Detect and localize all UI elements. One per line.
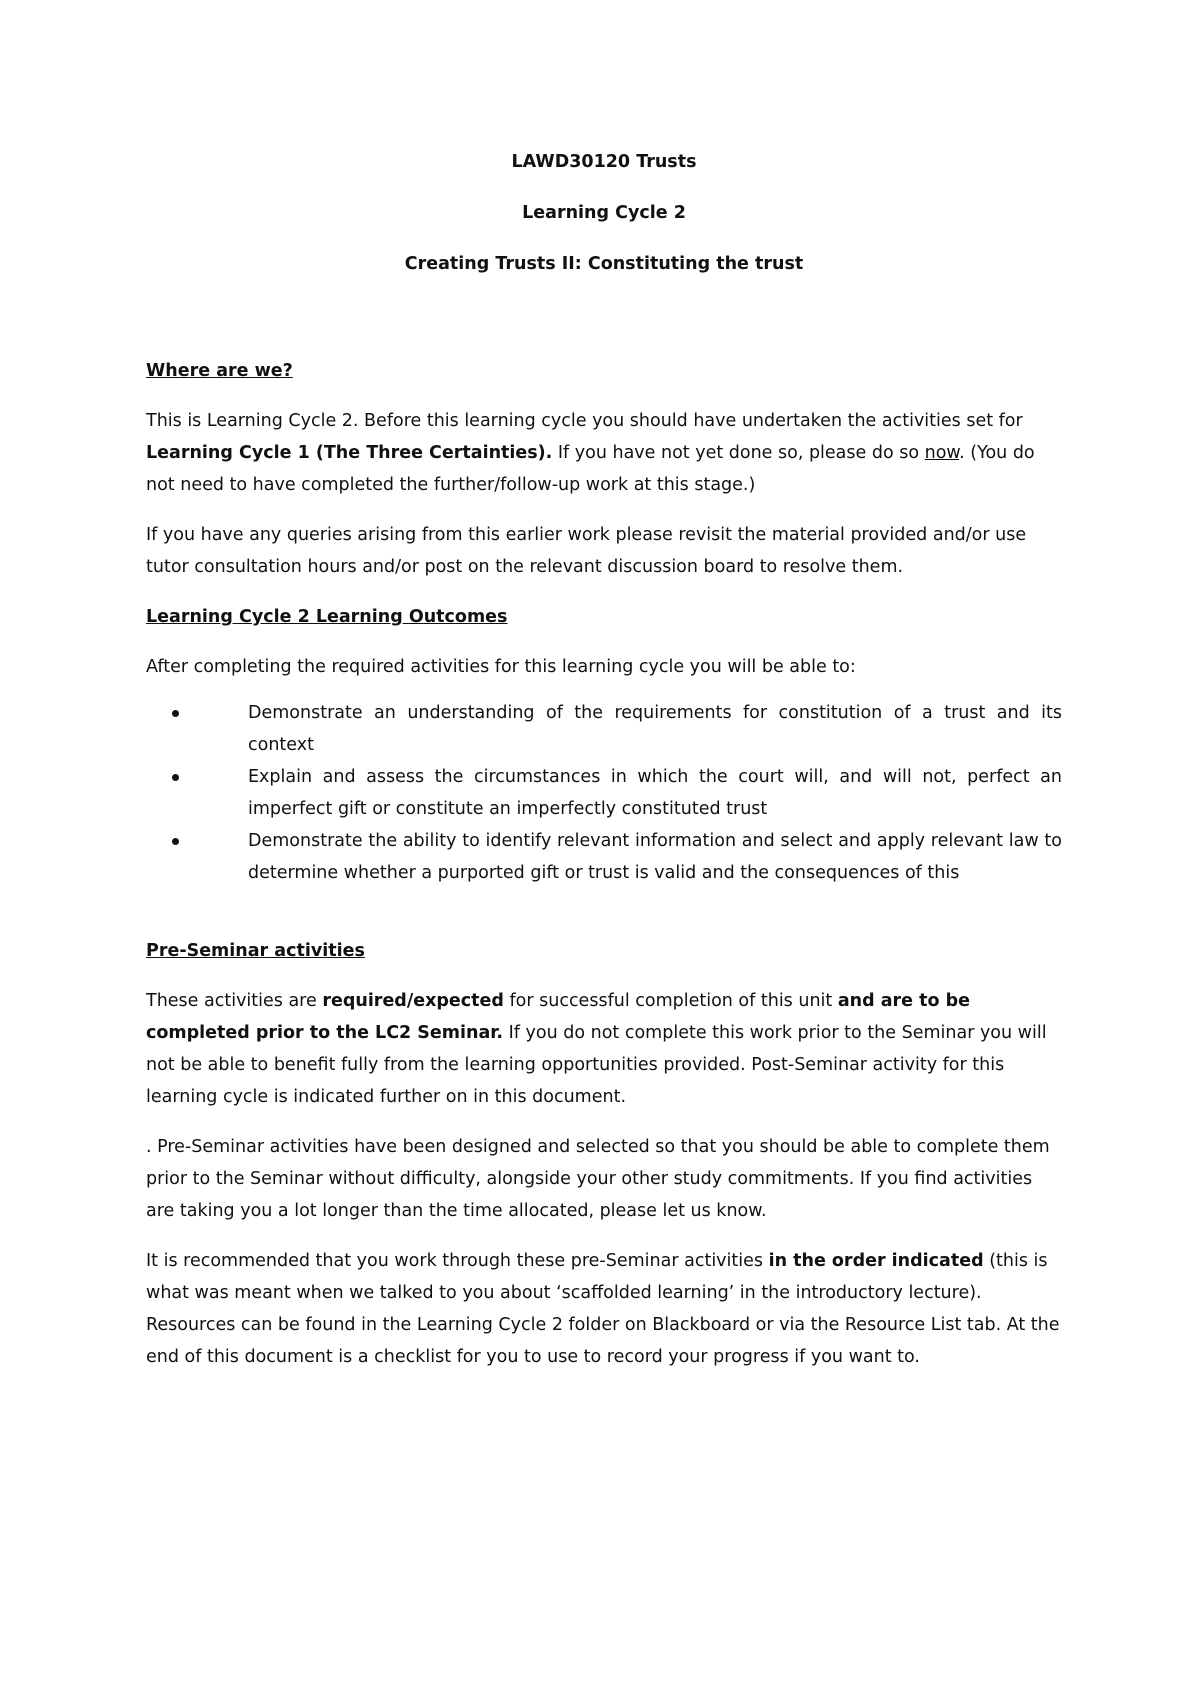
preseminar-p3-text-a: It is recommended that you work through these pre-Seminar activities <box>146 1251 769 1271</box>
preseminar-p3-text-b: (this is what was meant when we talked to you about ‘scaffolded learning’ in the introductory lecture). Resources can be found in the Learning Cycle 2 folder on Blackboard or via the Resource List tab. At the end of this document is a checklist for you to use to record your progress if you want to. <box>146 1251 1060 1367</box>
list-item <box>146 825 1062 889</box>
outcome-text: Demonstrate an understanding of the requirements for constitution of a trust and its context <box>248 703 1062 755</box>
document-subtitle: Creating Trusts II: Constituting the trust <box>404 254 804 274</box>
section-heading-outcomes: Learning Cycle 2 Learning Outcomes <box>146 607 508 627</box>
where-p1-text-a: This is Learning Cycle 2. Before this learning cycle you should have undertaken the activities set for <box>146 411 1023 431</box>
preseminar-p1-text-a: These activities are <box>146 991 323 1011</box>
document-body <box>146 146 1062 1373</box>
outcome-text: Demonstrate the ability to identify relevant information and select and apply relevant law to determine whether a purported gift or trust is valid and the consequences of this <box>248 831 1062 883</box>
where-p1-now: now <box>924 443 960 463</box>
outcome-text: Explain and assess the circumstances in which the court will, and will not, perfect an imperfect gift or constitute an imperfectly constituted trust <box>248 767 1062 819</box>
outcomes-intro: After completing the required activities for this learning cycle you will be able to: <box>146 657 856 677</box>
preseminar-p1-bold-1: required/expected <box>322 991 504 1011</box>
preseminar-paragraph-3 <box>146 1245 1062 1373</box>
where-p1-text-c: . (You do not need to have completed the further/follow-up work at this stage.) <box>146 443 1035 495</box>
bullet-icon <box>172 710 179 717</box>
course-title: LAWD30120 Trusts <box>511 152 697 172</box>
preseminar-p1-text-c: If you do not complete this work prior to the Seminar you will not be able to benefit fully from the learning opportunities provided. Post-Seminar activity for this learning cycle is indicated further on in this document. <box>146 1023 1047 1107</box>
outcomes-list <box>146 697 1062 889</box>
section-heading-where: Where are we? <box>146 361 293 381</box>
preseminar-p1-text-b: for successful completion of this unit <box>503 991 838 1011</box>
preseminar-paragraph-2: . Pre-Seminar activities have been designed and selected so that you should be able to complete them prior to the Seminar without difficulty, alongside your other study commitments. If you find activities are taking you a lot longer than the time allocated, please let us know. <box>146 1137 1050 1221</box>
list-item <box>146 761 1062 825</box>
where-paragraph-2: If you have any queries arising from this earlier work please revisit the material provided and/or use tutor consultation hours and/or post on the relevant discussion board to resolve them. <box>146 525 1027 577</box>
where-p1-text-b: If you have not yet done so, please do so <box>552 443 925 463</box>
preseminar-p1-bold-2: and are to be completed prior to the LC2 Seminar. <box>146 991 971 1043</box>
where-p1-bold: Learning Cycle 1 (The Three Certainties). <box>146 443 553 463</box>
where-paragraph-1 <box>146 405 1062 501</box>
cycle-title: Learning Cycle 2 <box>522 203 686 223</box>
section-heading-preseminar: Pre-Seminar activities <box>146 941 365 961</box>
preseminar-p3-bold: in the order indicated <box>768 1251 984 1271</box>
list-item <box>146 697 1062 761</box>
title-block <box>146 146 1062 280</box>
preseminar-paragraph-1 <box>146 985 1062 1113</box>
bullet-icon <box>172 774 179 781</box>
bullet-icon <box>172 838 179 845</box>
